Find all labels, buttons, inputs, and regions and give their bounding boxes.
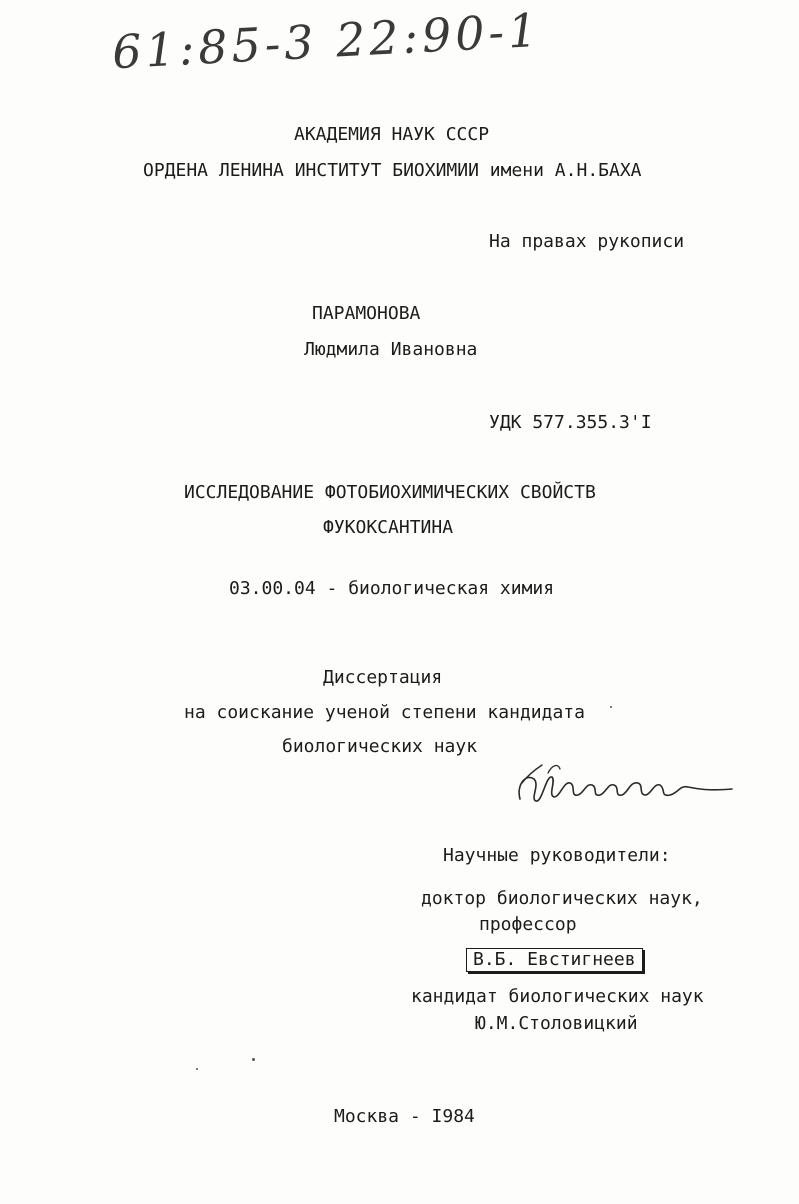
paper-speck [196,1068,198,1070]
paper-speck [610,706,612,708]
degree-purpose-line-2: биологических наук [282,736,478,757]
rights-note: На правах рукописи [489,231,685,252]
supervisor-1-rank: профессор [479,914,577,935]
supervisors-heading: Научные руководители: [443,845,671,866]
degree-purpose-line-1: на соискание ученой степени кандидата [184,702,585,723]
supervisor-1-degree: доктор биологических наук, [421,888,703,909]
supervisor-1-name-boxed: В.Б. Евстигнеев [466,948,643,972]
supervisor-2-degree: кандидат биологических наук [411,986,704,1007]
author-given-names: Людмила Ивановна [304,339,478,360]
archive-code-handwritten: 61:85-3 22:90-1 [110,2,543,80]
paper-speck [252,1058,255,1061]
place-and-year: Москва - I984 [334,1106,475,1127]
udc-code: УДК 577.355.3'I [489,412,652,433]
author-surname: ПАРАМОНОВА [312,303,421,324]
thesis-title-line-2: ФУКОКСАНТИНА [323,517,454,538]
dissertation-label: Диссертация [323,667,443,688]
specialty-code: 03.00.04 - биологическая химия [229,578,555,599]
thesis-title-line-1: ИССЛЕДОВАНИЕ ФОТОБИОХИМИЧЕСКИХ СВОЙСТВ [184,482,596,503]
supervisor-2-name: Ю.М.Столовицкий [475,1013,638,1034]
academy-name: АКАДЕМИЯ НАУК СССР [294,124,490,145]
institute-name: ОРДЕНА ЛЕНИНА ИНСТИТУТ БИОХИМИИ имени А.Н.БАХА [143,160,642,181]
author-signature [512,755,742,815]
